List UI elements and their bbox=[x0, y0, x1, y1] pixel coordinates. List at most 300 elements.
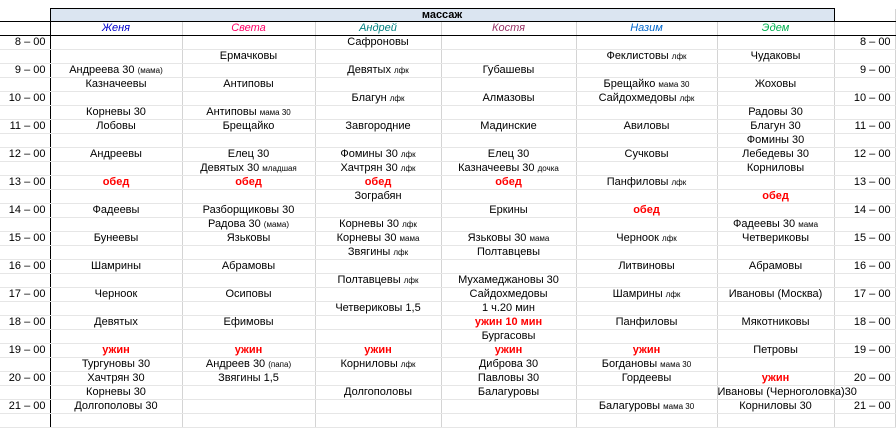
appointment-cell[interactable]: Радовы 30 bbox=[717, 106, 834, 120]
appointment-cell[interactable] bbox=[182, 190, 315, 204]
appointment-cell[interactable]: Петровы bbox=[717, 344, 834, 358]
appointment-cell[interactable] bbox=[576, 232, 717, 246]
appointment-cell[interactable] bbox=[315, 274, 441, 288]
right-time-cell: 17 – 00 bbox=[834, 288, 895, 302]
appointment-cell[interactable] bbox=[50, 246, 182, 260]
appointment-cell[interactable] bbox=[315, 316, 441, 330]
staff-name-6: Эдем bbox=[717, 22, 834, 36]
client-name: Корниловы bbox=[340, 358, 401, 370]
appointment-cell[interactable] bbox=[717, 414, 834, 428]
appointment-cell[interactable] bbox=[441, 232, 576, 246]
client-name: Андреев 30 bbox=[205, 358, 269, 370]
appointment-cell[interactable]: Алмазовы bbox=[441, 92, 576, 106]
appointment-cell[interactable] bbox=[182, 330, 315, 344]
appointment-cell[interactable] bbox=[315, 148, 441, 162]
client-note: лфк bbox=[400, 150, 416, 159]
table-row bbox=[0, 386, 895, 400]
client-note: мама 30 bbox=[658, 80, 690, 89]
client-note: лфк bbox=[671, 178, 687, 187]
appointment-cell[interactable]: Завгородние bbox=[315, 120, 441, 134]
schedule-table bbox=[0, 8, 896, 428]
table-row bbox=[0, 302, 895, 316]
appointment-cell[interactable]: Ефимовы bbox=[182, 316, 315, 330]
table-row bbox=[0, 204, 895, 218]
time-cell bbox=[0, 414, 50, 428]
appointment-cell[interactable] bbox=[182, 386, 315, 400]
right-time-cell: 12 – 00 bbox=[834, 148, 895, 162]
time-cell bbox=[0, 358, 50, 372]
client-name: Панфиловы bbox=[606, 176, 672, 188]
appointment-cell[interactable]: Балагуровы bbox=[441, 386, 576, 400]
right-time-cell bbox=[834, 246, 895, 260]
client-name: Брещайко bbox=[603, 78, 659, 90]
appointment-cell[interactable] bbox=[576, 162, 717, 176]
right-time-cell bbox=[834, 190, 895, 204]
client-name: Казначеевы 30 bbox=[458, 162, 538, 174]
appointment-cell[interactable] bbox=[441, 50, 576, 64]
appointment-cell[interactable]: обед bbox=[717, 190, 834, 204]
time-cell bbox=[0, 302, 50, 316]
appointment-cell[interactable]: ужин bbox=[182, 344, 315, 358]
appointment-cell[interactable]: обед bbox=[182, 176, 315, 190]
appointment-cell[interactable] bbox=[315, 64, 441, 78]
appointment-cell[interactable]: Гордеевы bbox=[576, 372, 717, 386]
right-time-cell bbox=[834, 106, 895, 120]
appointment-cell[interactable] bbox=[50, 50, 182, 64]
right-time-cell: 15 – 00 bbox=[834, 232, 895, 246]
appointment-cell[interactable]: обед bbox=[315, 176, 441, 190]
right-time-cell: 19 – 00 bbox=[834, 344, 895, 358]
appointment-cell[interactable]: Корниловы 30 bbox=[717, 400, 834, 414]
time-cell bbox=[0, 78, 50, 92]
appointment-cell[interactable]: Абрамовы bbox=[182, 260, 315, 274]
appointment-cell[interactable]: Хачтрян 30 bbox=[50, 372, 182, 386]
client-name: Антиповы bbox=[206, 106, 260, 118]
client-name: Корневы 30 bbox=[336, 232, 400, 244]
appointment-cell[interactable]: Андреевы bbox=[50, 148, 182, 162]
appointment-cell[interactable]: Лобовы bbox=[50, 120, 182, 134]
table-row bbox=[0, 414, 895, 428]
right-time-cell bbox=[834, 358, 895, 372]
appointment-cell[interactable]: Ивановы (Черноголовка)30 bbox=[717, 386, 857, 398]
client-note: лфк bbox=[403, 276, 419, 285]
appointment-cell[interactable]: Лебедевы 30 bbox=[717, 148, 834, 162]
time-cell bbox=[0, 162, 50, 176]
client-name: Девятых bbox=[347, 64, 394, 76]
table-row bbox=[0, 78, 895, 92]
appointment-cell[interactable]: Фомины 30 bbox=[717, 134, 834, 148]
client-note: лфк bbox=[402, 220, 417, 229]
client-note: дочка bbox=[537, 164, 559, 173]
appointment-cell[interactable]: Еркины bbox=[441, 204, 576, 218]
appointment-cell[interactable] bbox=[182, 36, 315, 50]
appointment-cell[interactable] bbox=[50, 64, 182, 78]
time-cell: 21 – 00 bbox=[0, 400, 50, 414]
appointment-cell[interactable]: обед bbox=[441, 176, 576, 190]
appointment-cell[interactable]: Елец 30 bbox=[441, 148, 576, 162]
client-name: Полтавцевы bbox=[337, 274, 404, 286]
appointment-cell[interactable]: Мякотниковы bbox=[717, 316, 834, 330]
appointment-cell[interactable] bbox=[182, 106, 315, 120]
time-cell: 17 – 00 bbox=[0, 288, 50, 302]
appointment-cell[interactable]: обед bbox=[576, 204, 717, 218]
appointment-cell[interactable]: Павловы 30 bbox=[441, 372, 576, 386]
time-cell bbox=[0, 106, 50, 120]
client-note: лфк bbox=[394, 66, 409, 75]
right-time-cell bbox=[834, 330, 895, 344]
appointment-cell[interactable] bbox=[576, 274, 717, 288]
right-time-cell: 21 – 00 bbox=[834, 400, 895, 414]
appointment-cell[interactable] bbox=[315, 330, 441, 344]
time-cell: 9 – 00 bbox=[0, 64, 50, 78]
appointment-cell[interactable] bbox=[576, 176, 717, 190]
margin-header bbox=[834, 22, 895, 36]
appointment-cell[interactable] bbox=[315, 218, 441, 232]
appointment-cell[interactable] bbox=[717, 36, 834, 50]
appointment-cell[interactable]: Чудаковы bbox=[717, 50, 834, 64]
appointment-cell[interactable] bbox=[50, 330, 182, 344]
appointment-cell[interactable] bbox=[717, 218, 834, 232]
appointment-cell[interactable] bbox=[182, 358, 315, 372]
appointment-cell[interactable] bbox=[576, 64, 717, 78]
table-row bbox=[0, 344, 895, 358]
appointment-cell[interactable] bbox=[717, 64, 834, 78]
client-note: лфк bbox=[671, 52, 687, 61]
appointment-cell[interactable]: Литвиновы bbox=[576, 260, 717, 274]
right-time-cell: 9 – 00 bbox=[834, 64, 895, 78]
table-row bbox=[0, 106, 895, 120]
appointment-cell[interactable] bbox=[576, 36, 717, 50]
appointment-cell[interactable] bbox=[315, 414, 441, 428]
appointment-cell[interactable] bbox=[576, 134, 717, 148]
table-row bbox=[0, 316, 895, 330]
right-time-cell: 16 – 00 bbox=[834, 260, 895, 274]
appointment-cell[interactable] bbox=[50, 414, 182, 428]
table-row bbox=[0, 232, 895, 246]
time-cell bbox=[0, 246, 50, 260]
client-note: (мама) bbox=[263, 220, 290, 229]
appointment-cell[interactable]: ужин bbox=[50, 344, 182, 358]
right-time-cell bbox=[834, 50, 895, 64]
margin-cell bbox=[834, 9, 895, 22]
time-cell bbox=[0, 386, 50, 400]
time-cell bbox=[0, 134, 50, 148]
client-note: мама bbox=[529, 234, 550, 243]
appointment-cell[interactable] bbox=[576, 400, 717, 414]
appointment-cell[interactable] bbox=[441, 78, 576, 92]
appointment-cell[interactable] bbox=[717, 302, 834, 316]
client-note: лфк bbox=[665, 290, 681, 299]
appointment-cell[interactable] bbox=[182, 302, 315, 316]
appointment-cell[interactable]: Язьковы bbox=[182, 232, 315, 246]
client-name: Девятых 30 bbox=[200, 162, 263, 174]
staff-header-row bbox=[0, 22, 895, 36]
table-row bbox=[0, 274, 895, 288]
appointment-cell[interactable] bbox=[441, 260, 576, 274]
client-note: лфк bbox=[389, 94, 405, 103]
appointment-cell[interactable]: Ермачковы bbox=[182, 50, 315, 64]
right-time-cell bbox=[834, 78, 895, 92]
appointment-cell[interactable] bbox=[315, 288, 441, 302]
appointment-cell[interactable] bbox=[182, 134, 315, 148]
appointment-cell[interactable]: Бунеевы bbox=[50, 232, 182, 246]
appointment-cell[interactable] bbox=[182, 274, 315, 288]
time-header bbox=[0, 22, 50, 36]
table-row bbox=[0, 36, 895, 50]
right-time-cell bbox=[834, 302, 895, 316]
time-cell: 10 – 00 bbox=[0, 92, 50, 106]
time-cell: 16 – 00 bbox=[0, 260, 50, 274]
appointment-cell[interactable]: Мухамеджановы 30 bbox=[441, 274, 576, 288]
appointment-cell[interactable]: Ивановы (Москва) bbox=[717, 288, 834, 302]
table-row bbox=[0, 358, 895, 372]
appointment-cell[interactable] bbox=[315, 92, 441, 106]
table-row bbox=[0, 50, 895, 64]
appointment-cell[interactable]: Сафроновы bbox=[315, 36, 441, 50]
appointment-cell[interactable] bbox=[315, 232, 441, 246]
appointment-cell[interactable]: Панфиловы bbox=[576, 316, 717, 330]
appointment-cell[interactable] bbox=[576, 414, 717, 428]
appointment-cell[interactable] bbox=[441, 106, 576, 120]
table-row bbox=[0, 92, 895, 106]
right-time-cell: 10 – 00 bbox=[834, 92, 895, 106]
appointment-cell[interactable] bbox=[182, 64, 315, 78]
client-note: лфк bbox=[662, 234, 677, 243]
table-row bbox=[0, 176, 895, 190]
appointment-cell[interactable]: Сайдохмедовы bbox=[441, 288, 576, 302]
appointment-cell[interactable]: Жоховы bbox=[717, 78, 834, 92]
appointment-cell[interactable]: Звягины 1,5 bbox=[182, 372, 315, 386]
right-time-cell bbox=[834, 162, 895, 176]
appointment-cell[interactable] bbox=[50, 302, 182, 316]
staff-name-5: Назим bbox=[576, 22, 717, 36]
client-note: мама bbox=[399, 234, 420, 243]
appointment-cell[interactable] bbox=[717, 274, 834, 288]
appointment-cell[interactable] bbox=[315, 246, 441, 260]
table-row bbox=[0, 134, 895, 148]
appointment-cell[interactable]: Черноок bbox=[50, 288, 182, 302]
appointment-cell[interactable]: Корниловы bbox=[717, 162, 834, 176]
client-note: лфк bbox=[400, 164, 416, 173]
appointment-cell[interactable] bbox=[441, 190, 576, 204]
right-time-cell bbox=[834, 218, 895, 232]
appointment-cell[interactable] bbox=[441, 162, 576, 176]
appointment-cell[interactable]: Губашевы bbox=[441, 64, 576, 78]
staff-name-1: Женя bbox=[50, 22, 182, 36]
appointment-cell[interactable] bbox=[182, 414, 315, 428]
appointment-cell[interactable]: Сучковы bbox=[576, 148, 717, 162]
appointment-cell[interactable] bbox=[50, 36, 182, 50]
appointment-cell[interactable] bbox=[182, 246, 315, 260]
appointment-cell[interactable] bbox=[717, 330, 834, 344]
table-row bbox=[0, 372, 895, 386]
client-note: мама bbox=[798, 220, 819, 229]
right-time-cell: 13 – 00 bbox=[834, 176, 895, 190]
staff-name-4: Костя bbox=[441, 22, 576, 36]
client-note: лфк bbox=[400, 360, 416, 369]
appointment-cell[interactable] bbox=[315, 78, 441, 92]
appointment-cell[interactable]: ужин bbox=[441, 344, 576, 358]
appointment-cell[interactable]: Тургуновы 30 bbox=[50, 358, 182, 372]
appointment-cell[interactable] bbox=[315, 106, 441, 120]
appointment-cell[interactable] bbox=[315, 400, 441, 414]
client-name: Балагуровы bbox=[598, 400, 664, 412]
time-cell bbox=[0, 330, 50, 344]
appointment-cell[interactable] bbox=[315, 204, 441, 218]
time-cell: 15 – 00 bbox=[0, 232, 50, 246]
appointment-cell[interactable]: Благун 30 bbox=[717, 120, 834, 134]
appointment-cell[interactable]: Антиповы bbox=[182, 78, 315, 92]
appointment-cell[interactable]: Корневы 30 bbox=[50, 106, 182, 120]
appointment-cell[interactable] bbox=[182, 400, 315, 414]
appointment-cell[interactable] bbox=[50, 274, 182, 288]
client-note: (мама) bbox=[137, 66, 163, 75]
time-cell: 8 – 00 bbox=[0, 36, 50, 50]
appointment-cell[interactable]: ужин bbox=[717, 372, 834, 386]
client-name: Фадеевы 30 bbox=[732, 218, 799, 230]
appointment-cell[interactable]: Девятых bbox=[50, 316, 182, 330]
appointment-cell[interactable]: Долгополовы bbox=[315, 386, 441, 400]
appointment-cell[interactable] bbox=[576, 358, 717, 372]
appointment-cell[interactable] bbox=[441, 414, 576, 428]
appointment-cell[interactable]: Диброва 30 bbox=[441, 358, 576, 372]
appointment-cell[interactable] bbox=[441, 218, 576, 232]
sheet-title: массаж bbox=[50, 9, 834, 22]
appointment-cell[interactable] bbox=[441, 36, 576, 50]
client-name: Богдановы bbox=[601, 358, 661, 370]
appointment-cell[interactable] bbox=[441, 400, 576, 414]
staff-name-2: Света bbox=[182, 22, 315, 36]
appointment-cell[interactable] bbox=[576, 106, 717, 120]
appointment-cell[interactable] bbox=[576, 302, 717, 316]
appointment-cell[interactable] bbox=[576, 92, 717, 106]
appointment-cell[interactable] bbox=[315, 372, 441, 386]
right-time-cell: 14 – 00 bbox=[834, 204, 895, 218]
corner-cell bbox=[0, 9, 50, 22]
table-row bbox=[0, 148, 895, 162]
appointment-cell[interactable]: Разборщиковы 30 bbox=[182, 204, 315, 218]
appointment-cell[interactable]: Четвериковы bbox=[717, 232, 834, 246]
appointment-cell[interactable] bbox=[576, 288, 717, 302]
appointment-cell[interactable] bbox=[315, 162, 441, 176]
appointment-cell[interactable]: обед bbox=[50, 176, 182, 190]
appointment-cell[interactable] bbox=[315, 50, 441, 64]
appointment-cell[interactable] bbox=[717, 358, 834, 372]
appointment-cell[interactable] bbox=[315, 260, 441, 274]
time-cell bbox=[0, 274, 50, 288]
appointment-cell[interactable]: Авиловы bbox=[576, 120, 717, 134]
client-note: мама 30 bbox=[660, 360, 692, 369]
time-cell: 13 – 00 bbox=[0, 176, 50, 190]
appointment-cell[interactable]: Четвериковы 1,5 bbox=[315, 302, 441, 316]
client-name: Благун bbox=[351, 92, 390, 104]
appointment-cell[interactable]: Шамрины bbox=[50, 260, 182, 274]
client-name: Сайдохмедовы bbox=[598, 92, 680, 104]
appointment-cell[interactable]: Фадеевы bbox=[50, 204, 182, 218]
time-cell: 12 – 00 bbox=[0, 148, 50, 162]
appointment-cell[interactable] bbox=[717, 176, 834, 190]
table-row bbox=[0, 400, 895, 414]
appointment-cell[interactable] bbox=[576, 50, 717, 64]
right-time-cell bbox=[834, 274, 895, 288]
time-cell: 20 – 00 bbox=[0, 372, 50, 386]
client-name: Шамрины bbox=[612, 288, 666, 300]
time-cell bbox=[0, 190, 50, 204]
appointment-cell[interactable] bbox=[717, 92, 834, 106]
time-cell bbox=[0, 218, 50, 232]
table-row bbox=[0, 190, 895, 204]
appointment-cell[interactable] bbox=[182, 162, 315, 176]
client-note: младшая bbox=[262, 164, 297, 173]
client-name: Андреева 30 bbox=[69, 64, 138, 76]
client-name: Корневы 30 bbox=[339, 218, 403, 230]
appointment-cell[interactable] bbox=[182, 218, 315, 232]
appointment-cell[interactable]: ужин bbox=[315, 344, 441, 358]
client-note: (папа) bbox=[268, 360, 292, 369]
client-name: Фомины 30 bbox=[340, 148, 401, 160]
appointment-cell[interactable]: Абрамовы bbox=[717, 260, 834, 274]
appointment-cell[interactable]: Брещайко bbox=[182, 120, 315, 134]
appointment-cell[interactable]: Долгополовы 30 bbox=[50, 400, 182, 414]
client-note: мама 30 bbox=[663, 402, 695, 411]
appointment-cell[interactable]: Полтавцевы bbox=[441, 246, 576, 260]
client-note: лфк bbox=[679, 94, 695, 103]
appointment-cell[interactable] bbox=[576, 78, 717, 92]
right-time-cell: 8 – 00 bbox=[834, 36, 895, 50]
table-row bbox=[0, 260, 895, 274]
table-row bbox=[0, 162, 895, 176]
appointment-cell[interactable]: Корневы 30 bbox=[50, 386, 182, 400]
time-cell: 18 – 00 bbox=[0, 316, 50, 330]
appointment-cell[interactable] bbox=[315, 134, 441, 148]
appointment-cell[interactable] bbox=[50, 92, 182, 106]
appointment-cell[interactable]: 1 ч.20 мин bbox=[441, 302, 576, 316]
appointment-cell[interactable]: Казначеевы bbox=[50, 78, 182, 92]
appointment-cell[interactable] bbox=[50, 218, 182, 232]
appointment-cell[interactable] bbox=[576, 218, 717, 232]
title-row bbox=[0, 9, 895, 22]
appointment-cell[interactable] bbox=[717, 246, 834, 260]
time-cell: 19 – 00 bbox=[0, 344, 50, 358]
staff-name-3: Андрей bbox=[315, 22, 441, 36]
appointment-cell[interactable]: Мадинские bbox=[441, 120, 576, 134]
appointment-cell[interactable] bbox=[315, 358, 441, 372]
appointment-cell[interactable] bbox=[576, 190, 717, 204]
appointment-cell[interactable] bbox=[717, 204, 834, 218]
appointment-cell[interactable]: Елец 30 bbox=[182, 148, 315, 162]
appointment-cell[interactable] bbox=[441, 134, 576, 148]
appointment-cell[interactable] bbox=[576, 386, 717, 400]
right-time-cell bbox=[834, 414, 895, 428]
appointment-cell[interactable]: Зограбян bbox=[315, 190, 441, 204]
appointment-cell[interactable]: Осиповы bbox=[182, 288, 315, 302]
client-name: Радова 30 bbox=[207, 218, 264, 230]
table-row bbox=[0, 330, 895, 344]
client-name: Хачтрян 30 bbox=[340, 162, 401, 174]
appointment-cell[interactable] bbox=[182, 92, 315, 106]
right-time-cell bbox=[834, 134, 895, 148]
appointment-cell[interactable] bbox=[50, 134, 182, 148]
appointment-cell[interactable] bbox=[576, 330, 717, 344]
appointment-cell[interactable]: Бургасовы bbox=[441, 330, 576, 344]
appointment-cell[interactable] bbox=[50, 190, 182, 204]
appointment-cell[interactable] bbox=[50, 162, 182, 176]
appointment-cell[interactable]: ужин bbox=[576, 344, 717, 358]
appointment-cell[interactable] bbox=[576, 246, 717, 260]
appointment-cell[interactable]: ужин 10 мин bbox=[441, 316, 576, 330]
client-note: мама 30 bbox=[259, 108, 291, 117]
table-row bbox=[0, 120, 895, 134]
